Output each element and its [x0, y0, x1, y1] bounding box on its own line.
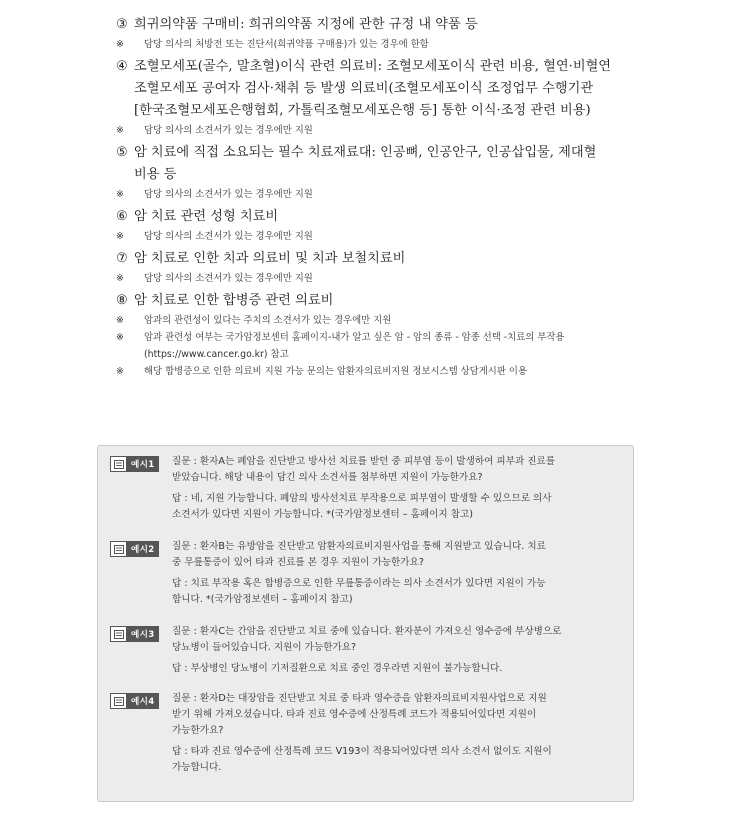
example-answer [172, 744, 622, 776]
item-title-line [116, 290, 656, 312]
example-answer [172, 491, 622, 523]
example-answer [172, 661, 622, 677]
item-note [116, 228, 656, 245]
item-title [116, 206, 656, 228]
note-text: 담당 의사의 소견서가 있는 경우에만 지원 [144, 231, 313, 242]
note-text: 담당 의사의 처방전 또는 진단서(희귀약품 구매용)가 있는 경우에 한함 [144, 39, 429, 50]
answer-line: 답 : 네, 지원 가능합니다. 폐암의 방사선치료 부작용으로 피부염이 발생할 수 있으므로 의사 [172, 493, 552, 504]
item-title [116, 290, 656, 312]
item-title-text: [한국조혈모세포은행협회, 가톨릭조혈모세포은행 등] 통한 이식·조정 관련 비용) [134, 103, 591, 118]
note-text: (https://www.cancer.go.kr) 참고 [144, 349, 289, 360]
example-question [172, 454, 622, 486]
question-line: 가능한가요? [172, 725, 224, 736]
example-badge [110, 541, 159, 557]
item-note [116, 312, 656, 329]
example-badge-label: 예시1 [127, 457, 158, 471]
answer-line: 합니다. *(국가암정보센터 – 홈페이지 참고) [172, 594, 353, 605]
note-text: 해당 합병증으로 인한 의료비 지원 가능 문의는 암환자의료비지원 정보시스템 상담게시판 이용 [144, 366, 527, 377]
question-line: 질문 : 환자D는 대장암을 진단받고 치료 중 타과 영수증을 암환자의료비지원사업으로 지원 [172, 693, 547, 704]
example-question [172, 539, 622, 571]
answer-line: 답 : 치료 부작용 혹은 합병증으로 인한 무릎통증이라는 의사 소견서가 있다면 지원이 가능 [172, 578, 546, 589]
item-title-text: 조혈모세포(골수, 말초혈)이식 관련 의료비: 조혈모세포이식 관련 비용, 혈연·비혈연 [134, 59, 612, 74]
note-mark: ※ [116, 315, 124, 326]
document-icon [111, 542, 127, 556]
question-line: 당뇨병이 들어있습니다. 지원이 가능한가요? [172, 642, 357, 653]
item-title-line [116, 206, 656, 228]
item-title [116, 248, 656, 270]
note-mark: ※ [116, 231, 124, 242]
item-number: ⑦ [116, 251, 128, 266]
note-text: 암과의 관련성이 있다는 주치의 소견서가 있는 경우에만 지원 [144, 315, 392, 326]
note-mark: ※ [116, 125, 124, 136]
question-line: 질문 : 환자A는 폐암을 진단받고 방사선 치료를 받던 중 피부염 등이 발생하여 피부과 진료를 [172, 456, 556, 467]
item-title [116, 14, 656, 36]
answer-line: 답 : 타과 진료 영수증에 산정특례 코드 V193이 적용되어있다면 의사 소견서 없이도 지원이 [172, 746, 552, 757]
question-line: 받기 위해 가져오셨습니다. 타과 진료 영수증에 산정특례 코드가 적용되어있다면 지원이 [172, 709, 537, 720]
item-note [116, 122, 656, 139]
item-title-line [116, 14, 656, 36]
note-text: 담당 의사의 소견서가 있는 경우에만 지원 [144, 273, 313, 284]
item-number: ⑤ [116, 145, 128, 160]
note-text: 암과 관련성 여부는 국가암정보센터 홈페이지-내가 알고 싶은 암 - 암의 종류 - 암종 선택 -치료의 부작용 [144, 332, 565, 343]
item-note [116, 363, 656, 380]
note-text: 담당 의사의 소견서가 있는 경우에만 지원 [144, 125, 313, 136]
item-note [116, 36, 656, 53]
item-title-line [116, 164, 656, 186]
item-title-text: 암 치료로 인한 합병증 관련 의료비 [134, 293, 334, 308]
document-icon [111, 694, 127, 708]
question-line: 질문 : 환자C는 간암을 진단받고 치료 중에 있습니다. 환자분이 가져오신 영수증에 부상병으로 [172, 626, 562, 637]
question-line: 질문 : 환자B는 유방암을 진단받고 암환자의료비지원사업을 통해 지원받고 있습니다. 치료 [172, 541, 546, 552]
item-note [116, 329, 656, 363]
support-item [116, 56, 656, 139]
answer-line: 답 : 부상병인 당뇨병이 기저질환으로 치료 중인 경우라면 지원이 불가능합니다. [172, 663, 503, 674]
example-badge-label: 예시3 [127, 627, 158, 641]
item-title-text: 암 치료로 인한 치과 의료비 및 치과 보철치료비 [134, 251, 406, 266]
item-title-text: 암 치료 관련 성형 치료비 [134, 209, 279, 224]
item-number: ⑥ [116, 209, 128, 224]
note-mark: ※ [116, 189, 124, 200]
item-title-line [116, 56, 656, 78]
document-icon [111, 627, 127, 641]
item-note [116, 186, 656, 203]
item-title [116, 56, 656, 122]
support-item [116, 142, 656, 203]
note-text: 담당 의사의 소견서가 있는 경우에만 지원 [144, 189, 313, 200]
item-number: ③ [116, 17, 128, 32]
support-item [116, 248, 656, 287]
example-badge [110, 456, 159, 472]
example-badge-label: 예시4 [127, 694, 158, 708]
item-title-text: 암 치료에 직접 소요되는 필수 치료재료대: 인공뼈, 인공안구, 인공삽입물, 제대혈 [134, 145, 597, 160]
example-badge [110, 693, 159, 709]
note-mark: ※ [116, 332, 124, 343]
example-badge [110, 626, 159, 642]
support-item [116, 206, 656, 245]
item-number: ⑧ [116, 293, 128, 308]
support-item [116, 290, 656, 380]
example-badge-label: 예시2 [127, 542, 158, 556]
question-line: 중 무릎통증이 있어 타과 진료를 본 경우 지원이 가능한가요? [172, 557, 424, 568]
examples-box [97, 445, 634, 802]
example-question [172, 691, 622, 739]
document-icon [111, 457, 127, 471]
answer-line: 소견서가 있다면 지원이 가능합니다. *(국가암정보센터 – 홈페이지 참고) [172, 509, 473, 520]
item-note [116, 270, 656, 287]
answer-line: 가능합니다. [172, 762, 222, 773]
item-title-text: 조혈모세포 공여자 검사·채취 등 발생 의료비(조혈모세포이식 조정업무 수행기관 [134, 81, 594, 96]
question-line: 받았습니다. 해당 내용이 담긴 의사 소견서를 첨부하면 지원이 가능한가요? [172, 472, 483, 483]
note-mark: ※ [116, 39, 124, 50]
example-answer [172, 576, 622, 608]
item-title [116, 142, 656, 186]
note-mark: ※ [116, 366, 124, 377]
example-question [172, 624, 622, 656]
item-title-text: 비용 등 [134, 167, 177, 182]
support-item [116, 14, 656, 53]
support-items-list [116, 14, 656, 383]
note-mark: ※ [116, 273, 124, 284]
item-title-line [116, 142, 656, 164]
item-title-line [116, 100, 656, 122]
item-title-line [116, 78, 656, 100]
item-number: ④ [116, 59, 128, 74]
item-title-line [116, 248, 656, 270]
item-title-text: 희귀의약품 구매비: 희귀의약품 지정에 관한 규정 내 약품 등 [134, 17, 478, 32]
